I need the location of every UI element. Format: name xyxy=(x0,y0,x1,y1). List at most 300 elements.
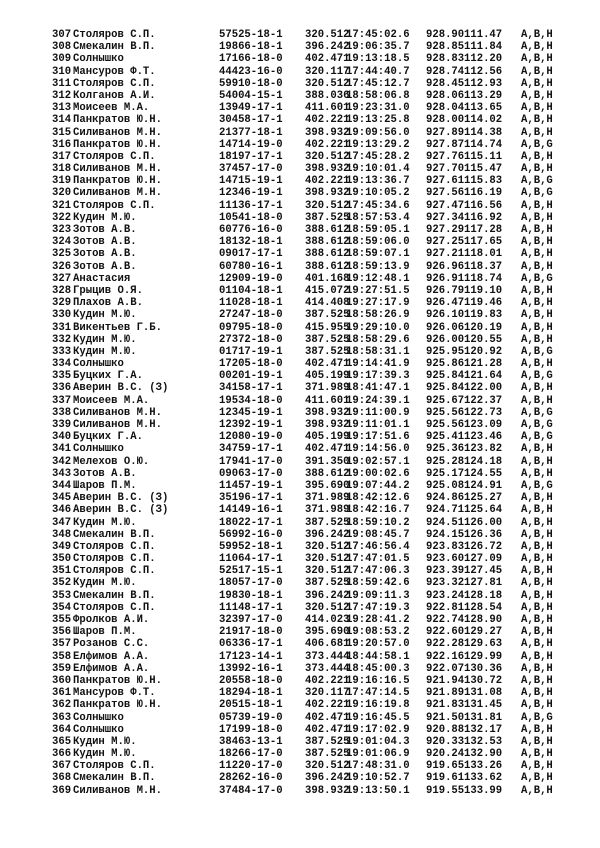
participant-name: Столяров С.П. xyxy=(73,77,156,90)
row-number: 334 xyxy=(52,358,72,371)
score-value: 123.46 xyxy=(464,431,503,444)
row-number: 322 xyxy=(52,211,72,224)
category-tags: A,B,H xyxy=(521,29,553,41)
score-value: 118.74 xyxy=(464,272,503,285)
frequency-value: 411.601 xyxy=(305,102,350,115)
participant-name: Солнышко xyxy=(73,53,124,66)
frequency-value: 387.525 xyxy=(305,735,350,748)
score-value: 127.09 xyxy=(464,553,503,566)
score-value: 114.02 xyxy=(464,114,503,127)
record-code: 19534-18-0 xyxy=(219,394,283,407)
record-code: 12392-19-1 xyxy=(219,419,283,431)
score-value: 120.92 xyxy=(464,345,503,358)
category-tags: A,B,H xyxy=(521,248,553,261)
level-value: 924.51 xyxy=(426,516,465,529)
record-code: 14149-16-1 xyxy=(219,504,283,517)
time-value: 19:17:39.3 xyxy=(346,370,410,383)
time-value: 19:00:02.6 xyxy=(346,467,410,480)
record-code: 01104-18-1 xyxy=(219,284,283,297)
time-value: 17:45:12.7 xyxy=(346,77,410,90)
participant-name: Зотов А.В. xyxy=(73,260,137,273)
frequency-value: 402.221 xyxy=(305,138,350,151)
level-value: 925.41 xyxy=(426,431,465,444)
record-code: 09063-17-0 xyxy=(219,467,283,480)
row-number: 353 xyxy=(52,589,72,602)
record-code: 12909-19-0 xyxy=(219,272,283,285)
row-number: 363 xyxy=(52,711,72,724)
frequency-value: 402.221 xyxy=(305,699,350,712)
time-value: 19:13:50.1 xyxy=(346,784,410,797)
participant-name: Кудин М.Ю. xyxy=(73,577,137,590)
participant-name: Столяров С.П. xyxy=(73,601,156,614)
score-value: 133.26 xyxy=(464,760,503,773)
record-code: 14714-19-0 xyxy=(219,138,283,151)
score-value: 112.93 xyxy=(464,77,503,90)
category-tags: A,B,H xyxy=(521,236,553,249)
category-tags: A,B,H xyxy=(521,114,553,127)
row-number: 311 xyxy=(52,77,72,90)
record-code: 10541-18-0 xyxy=(219,211,283,224)
frequency-value: 320.512 xyxy=(305,553,350,566)
participant-name: Шаров П.М. xyxy=(73,626,137,639)
category-tags: A,B,H xyxy=(521,358,553,371)
score-value: 128.18 xyxy=(464,589,503,602)
participant-name: Столяров С.П. xyxy=(73,553,156,566)
frequency-value: 387.525 xyxy=(305,516,350,529)
frequency-value: 396.242 xyxy=(305,528,350,541)
level-value: 922.60 xyxy=(426,626,465,639)
time-value: 19:16:19.8 xyxy=(346,699,410,712)
time-value: 19:10:52.7 xyxy=(346,772,410,785)
category-tags: A,B,G xyxy=(521,175,553,188)
level-value: 927.29 xyxy=(426,224,465,236)
row-number: 365 xyxy=(52,735,72,748)
record-code: 18057-17-0 xyxy=(219,577,283,590)
time-value: 18:42:12.6 xyxy=(346,492,410,505)
score-value: 133.62 xyxy=(464,772,503,785)
frequency-value: 320.117 xyxy=(305,65,350,78)
frequency-value: 388.612 xyxy=(305,260,350,273)
frequency-value: 402.471 xyxy=(305,358,350,371)
record-code: 60780-16-1 xyxy=(219,260,283,273)
participant-name: Моисеев М.А. xyxy=(73,394,150,407)
record-code: 13992-16-1 xyxy=(219,662,283,675)
row-number: 326 xyxy=(52,260,72,273)
row-number: 307 xyxy=(52,29,72,41)
frequency-value: 402.221 xyxy=(305,674,350,687)
level-value: 921.83 xyxy=(426,699,465,712)
record-code: 17123-14-1 xyxy=(219,650,283,663)
time-value: 19:09:56.0 xyxy=(346,126,410,139)
row-number: 343 xyxy=(52,467,72,480)
score-value: 125.64 xyxy=(464,504,503,517)
level-value: 922.81 xyxy=(426,601,465,614)
time-value: 17:47:19.3 xyxy=(346,601,410,614)
frequency-value: 320.512 xyxy=(305,540,350,553)
participant-name: Солнышко xyxy=(73,358,124,371)
level-value: 920.24 xyxy=(426,748,465,761)
category-tags: A,B,G xyxy=(521,406,553,419)
record-code: 01717-19-1 xyxy=(219,345,283,358)
participant-name: Столяров С.П. xyxy=(73,29,156,41)
level-value: 924.86 xyxy=(426,492,465,505)
record-code: 37484-17-0 xyxy=(219,784,283,797)
score-value: 115.11 xyxy=(464,150,503,163)
time-value: 19:13:36.7 xyxy=(346,175,410,188)
participant-name: Кудин М.Ю. xyxy=(73,211,137,224)
category-tags: A,B,H xyxy=(521,309,553,322)
row-number: 362 xyxy=(52,699,72,712)
level-value: 925.08 xyxy=(426,479,465,492)
row-number: 329 xyxy=(52,297,72,310)
level-value: 920.88 xyxy=(426,723,465,736)
participant-name: Панкратов Ю.Н. xyxy=(73,138,163,151)
category-tags: A,B,H xyxy=(521,492,553,505)
row-number: 330 xyxy=(52,309,72,322)
row-number: 349 xyxy=(52,540,72,553)
frequency-value: 320.512 xyxy=(305,565,350,578)
category-tags: A,B,H xyxy=(521,650,553,663)
score-value: 128.54 xyxy=(464,601,503,614)
participant-name: Зотов А.В. xyxy=(73,236,137,249)
category-tags: A,B,G xyxy=(521,431,553,444)
level-value: 928.90 xyxy=(426,29,465,41)
score-value: 131.45 xyxy=(464,699,503,712)
time-value: 19:14:41.9 xyxy=(346,358,410,371)
score-value: 116.92 xyxy=(464,211,503,224)
category-tags: A,B,H xyxy=(521,163,553,176)
record-code: 17166-18-0 xyxy=(219,53,283,66)
frequency-value: 373.444 xyxy=(305,662,350,675)
time-value: 19:27:17.9 xyxy=(346,297,410,310)
score-value: 112.56 xyxy=(464,65,503,78)
row-number: 327 xyxy=(52,272,72,285)
level-value: 928.83 xyxy=(426,53,465,66)
record-code: 05739-19-0 xyxy=(219,711,283,724)
score-value: 132.53 xyxy=(464,735,503,748)
level-value: 926.79 xyxy=(426,284,465,297)
row-number: 355 xyxy=(52,614,72,626)
time-value: 18:59:10.2 xyxy=(346,516,410,529)
row-number: 332 xyxy=(52,333,72,346)
category-tags: A,B,H xyxy=(521,723,553,736)
participant-name: Кудин М.Ю. xyxy=(73,333,137,346)
time-value: 18:45:00.3 xyxy=(346,662,410,675)
frequency-value: 398.932 xyxy=(305,406,350,419)
category-tags: A,B,H xyxy=(521,211,553,224)
participant-name: Столяров С.П. xyxy=(73,150,156,163)
score-value: 132.90 xyxy=(464,748,503,761)
row-number: 325 xyxy=(52,248,72,261)
level-value: 928.74 xyxy=(426,65,465,78)
time-value: 17:47:06.3 xyxy=(346,565,410,578)
row-number: 318 xyxy=(52,163,72,176)
time-value: 18:57:53.4 xyxy=(346,211,410,224)
level-value: 926.96 xyxy=(426,260,465,273)
level-value: 923.32 xyxy=(426,577,465,590)
frequency-value: 402.471 xyxy=(305,711,350,724)
participant-name: Солнышко xyxy=(73,711,124,724)
participant-name: Буцких Г.А. xyxy=(73,431,143,444)
participant-name: Силиванов М.Н. xyxy=(73,784,163,797)
frequency-value: 396.242 xyxy=(305,772,350,785)
category-tags: A,B,H xyxy=(521,455,553,468)
level-value: 926.47 xyxy=(426,297,465,310)
category-tags: A,B,H xyxy=(521,321,553,334)
time-value: 19:10:05.2 xyxy=(346,187,410,200)
category-tags: A,B,G xyxy=(521,419,553,431)
category-tags: A,B,H xyxy=(521,577,553,590)
time-value: 18:42:16.7 xyxy=(346,504,410,517)
participant-name: Смекалин В.П. xyxy=(73,772,156,785)
participant-name: Буцких Г.А. xyxy=(73,370,143,383)
record-code: 11148-17-1 xyxy=(219,601,283,614)
row-number: 347 xyxy=(52,516,72,529)
score-value: 119.46 xyxy=(464,297,503,310)
frequency-value: 320.512 xyxy=(305,150,350,163)
record-code: 18197-17-1 xyxy=(219,150,283,163)
row-number: 335 xyxy=(52,370,72,383)
score-value: 131.81 xyxy=(464,711,503,724)
category-tags: A,B,H xyxy=(521,516,553,529)
time-value: 19:09:11.3 xyxy=(346,589,410,602)
row-number: 367 xyxy=(52,760,72,773)
time-value: 17:45:02.6 xyxy=(346,29,410,41)
level-value: 925.67 xyxy=(426,394,465,407)
participant-name: Кудин М.Ю. xyxy=(73,345,137,358)
category-tags: A,B,H xyxy=(521,553,553,566)
row-number: 316 xyxy=(52,138,72,151)
level-value: 928.00 xyxy=(426,114,465,127)
participant-name: Викентьев Г.Б. xyxy=(73,321,163,334)
score-value: 114.74 xyxy=(464,138,503,151)
participant-name: Силиванов М.Н. xyxy=(73,187,163,200)
time-value: 18:59:13.9 xyxy=(346,260,410,273)
frequency-value: 387.525 xyxy=(305,345,350,358)
level-value: 927.25 xyxy=(426,236,465,249)
category-tags: A,B,G xyxy=(521,272,553,285)
row-number: 369 xyxy=(52,784,72,797)
category-tags: A,B,G xyxy=(521,711,553,724)
level-value: 919.55 xyxy=(426,784,465,797)
level-value: 922.07 xyxy=(426,662,465,675)
score-value: 123.82 xyxy=(464,443,503,456)
record-code: 54004-15-1 xyxy=(219,89,283,102)
row-number: 357 xyxy=(52,638,72,651)
level-value: 919.65 xyxy=(426,760,465,773)
record-code: 11064-17-1 xyxy=(219,553,283,566)
row-number: 356 xyxy=(52,626,72,639)
record-code: 18266-17-0 xyxy=(219,748,283,761)
row-number: 339 xyxy=(52,419,72,431)
participant-name: Столяров С.П. xyxy=(73,199,156,212)
time-value: 19:02:57.1 xyxy=(346,455,410,468)
category-tags: A,B,G xyxy=(521,138,553,151)
frequency-value: 398.932 xyxy=(305,163,350,176)
row-number: 312 xyxy=(52,89,72,102)
time-value: 19:27:51.5 xyxy=(346,284,410,297)
time-value: 19:29:10.0 xyxy=(346,321,410,334)
score-value: 116.19 xyxy=(464,187,503,200)
score-value: 124.18 xyxy=(464,455,503,468)
category-tags: A,B,H xyxy=(521,89,553,102)
record-code: 11220-17-0 xyxy=(219,760,283,773)
score-value: 128.90 xyxy=(464,614,503,626)
time-value: 17:47:14.5 xyxy=(346,687,410,700)
level-value: 927.47 xyxy=(426,199,465,212)
category-tags: A,B,H xyxy=(521,735,553,748)
row-number: 319 xyxy=(52,175,72,188)
participant-name: Смекалин В.П. xyxy=(73,528,156,541)
row-number: 310 xyxy=(52,65,72,78)
row-number: 317 xyxy=(52,150,72,163)
participant-name: Розанов С.С. xyxy=(73,638,150,651)
frequency-value: 388.612 xyxy=(305,236,350,249)
score-value: 126.00 xyxy=(464,516,503,529)
category-tags: A,B,G xyxy=(521,370,553,383)
category-tags: A,B,H xyxy=(521,674,553,687)
level-value: 923.24 xyxy=(426,589,465,602)
record-code: 28262-16-0 xyxy=(219,772,283,785)
level-value: 927.34 xyxy=(426,211,465,224)
participant-name: Силиванов М.Н. xyxy=(73,419,163,431)
participant-name: Зотов А.В. xyxy=(73,467,137,480)
record-code: 34759-17-1 xyxy=(219,443,283,456)
score-value: 122.73 xyxy=(464,406,503,419)
frequency-value: 401.168 xyxy=(305,272,350,285)
level-value: 922.16 xyxy=(426,650,465,663)
frequency-value: 402.471 xyxy=(305,53,350,66)
category-tags: A,B,H xyxy=(521,565,553,578)
category-tags: A,B,G xyxy=(521,479,553,492)
record-code: 35196-17-1 xyxy=(219,492,283,505)
score-value: 129.99 xyxy=(464,650,503,663)
row-number: 314 xyxy=(52,114,72,127)
score-value: 120.19 xyxy=(464,321,503,334)
frequency-value: 371.989 xyxy=(305,492,350,505)
level-value: 927.87 xyxy=(426,138,465,151)
participant-name: Анастасия xyxy=(73,272,131,285)
score-value: 113.29 xyxy=(464,89,503,102)
row-number: 368 xyxy=(52,772,72,785)
row-number: 341 xyxy=(52,443,72,456)
participant-name: Кудин М.Ю. xyxy=(73,735,137,748)
frequency-value: 395.690 xyxy=(305,479,350,492)
row-number: 354 xyxy=(52,601,72,614)
time-value: 18:59:05.1 xyxy=(346,224,410,236)
record-code: 18132-18-1 xyxy=(219,236,283,249)
time-value: 19:14:56.0 xyxy=(346,443,410,456)
frequency-value: 396.242 xyxy=(305,589,350,602)
score-value: 115.47 xyxy=(464,163,503,176)
row-number: 331 xyxy=(52,321,72,334)
row-number: 348 xyxy=(52,528,72,541)
score-value: 124.55 xyxy=(464,467,503,480)
participant-name: Зотов А.В. xyxy=(73,248,137,261)
time-value: 19:20:57.0 xyxy=(346,638,410,651)
level-value: 924.71 xyxy=(426,504,465,517)
level-value: 925.56 xyxy=(426,406,465,419)
frequency-value: 320.512 xyxy=(305,29,350,41)
category-tags: A,B,H xyxy=(521,760,553,773)
row-number: 324 xyxy=(52,236,72,249)
record-code: 21917-18-0 xyxy=(219,626,283,639)
category-tags: A,B,H xyxy=(521,333,553,346)
record-code: 18294-18-1 xyxy=(219,687,283,700)
participant-name: Кудин М.Ю. xyxy=(73,516,137,529)
frequency-value: 398.932 xyxy=(305,187,350,200)
time-value: 17:45:28.2 xyxy=(346,150,410,163)
time-value: 19:11:01.1 xyxy=(346,419,410,431)
level-value: 925.84 xyxy=(426,370,465,383)
level-value: 922.28 xyxy=(426,638,465,651)
frequency-value: 371.989 xyxy=(305,382,350,395)
record-code: 56992-16-0 xyxy=(219,528,283,541)
level-value: 928.04 xyxy=(426,102,465,115)
row-number: 333 xyxy=(52,345,72,358)
frequency-value: 402.221 xyxy=(305,175,350,188)
score-value: 124.91 xyxy=(464,479,503,492)
row-number: 351 xyxy=(52,565,72,578)
level-value: 926.06 xyxy=(426,321,465,334)
level-value: 919.61 xyxy=(426,772,465,785)
frequency-value: 396.242 xyxy=(305,41,350,54)
frequency-value: 406.681 xyxy=(305,638,350,651)
score-value: 133.99 xyxy=(464,784,503,797)
score-value: 126.36 xyxy=(464,528,503,541)
participant-name: Столяров С.П. xyxy=(73,565,156,578)
time-value: 19:01:06.9 xyxy=(346,748,410,761)
category-tags: A,B,H xyxy=(521,297,553,310)
participant-name: Елфимов А.А. xyxy=(73,662,150,675)
row-number: 338 xyxy=(52,406,72,419)
frequency-value: 387.525 xyxy=(305,577,350,590)
record-code: 09017-17-1 xyxy=(219,248,283,261)
score-value: 119.83 xyxy=(464,309,503,322)
category-tags: A,B,H xyxy=(521,77,553,90)
participant-name: Столяров С.П. xyxy=(73,760,156,773)
category-tags: A,B,H xyxy=(521,626,553,639)
score-value: 120.55 xyxy=(464,333,503,346)
score-value: 117.65 xyxy=(464,236,503,249)
level-value: 925.95 xyxy=(426,345,465,358)
frequency-value: 320.512 xyxy=(305,601,350,614)
category-tags: A,B,H xyxy=(521,748,553,761)
time-value: 19:17:51.6 xyxy=(346,431,410,444)
category-tags: A,B,H xyxy=(521,394,553,407)
time-value: 18:59:07.1 xyxy=(346,248,410,261)
record-code: 52517-15-1 xyxy=(219,565,283,578)
time-value: 19:13:25.8 xyxy=(346,114,410,127)
score-value: 123.09 xyxy=(464,419,503,431)
time-value: 19:17:02.9 xyxy=(346,723,410,736)
time-value: 19:10:01.4 xyxy=(346,163,410,176)
record-code: 17205-18-0 xyxy=(219,358,283,371)
frequency-value: 414.408 xyxy=(305,297,350,310)
score-value: 111.84 xyxy=(464,41,503,54)
time-value: 18:58:26.9 xyxy=(346,309,410,322)
category-tags: A,B,H xyxy=(521,528,553,541)
record-code: 19830-18-1 xyxy=(219,589,283,602)
frequency-value: 320.512 xyxy=(305,199,350,212)
participant-name: Аверин В.С. (З) xyxy=(73,492,169,505)
level-value: 921.89 xyxy=(426,687,465,700)
score-value: 131.08 xyxy=(464,687,503,700)
record-code: 20515-18-1 xyxy=(219,699,283,712)
time-value: 19:16:45.5 xyxy=(346,711,410,724)
category-tags: A,B,H xyxy=(521,589,553,602)
participant-name: Кудин М.Ю. xyxy=(73,748,137,761)
